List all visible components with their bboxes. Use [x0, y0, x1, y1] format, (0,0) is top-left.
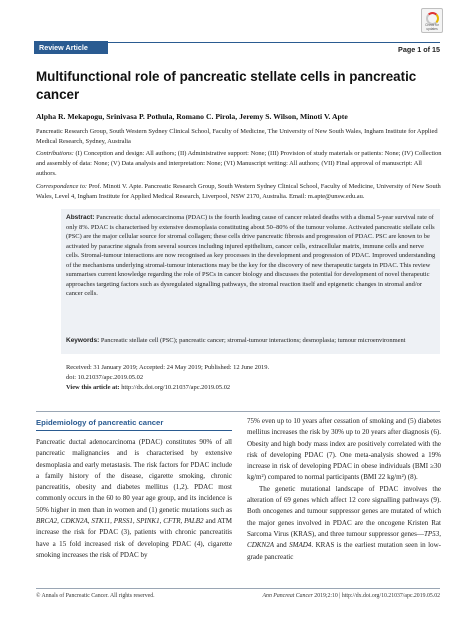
section-heading: Epidemiology of pancreatic cancer: [36, 418, 164, 427]
body-text: The genetic mutational landscape of PDAC involves the alteration of 69 genes which affect 12 core signalling pathways (9). Both oncogenes and tumour suppressor genes are mutated of which the major genes involved in PDAC are the oncogene Kristen Rat Sarcoma Virus (KRAS), and three tumour suppressor genes—: [247, 484, 441, 538]
body-text: and: [274, 541, 290, 550]
received-dates: Received: 31 January 2019; Accepted: 24 May 2019; Published: 12 June 2019.: [66, 364, 270, 371]
body-text: . KRAS is the earliest mutation seen in low-grade pancreatic: [247, 541, 442, 561]
view-article-line: [66, 383, 440, 393]
article-dates: [66, 363, 440, 393]
footer-copyright: © Annals of Pancreatic Cancer. All rights reserved.: [36, 593, 155, 599]
article-title: Multifunctional role of pancreatic stellate cells in pancreatic cancer: [36, 69, 417, 102]
section-rule: [36, 430, 232, 431]
gene-list: BRCA2, CDKN2A, STK11, PRSS1, SPINK1, CFTR, PALB2: [36, 517, 204, 526]
view-article-label: View this article at:: [66, 383, 120, 391]
footer-citation-text: 2019;2:10 | http://dx.doi.org/10.21037/apc.2019.05.02: [312, 593, 440, 599]
abstract-divider: [36, 411, 440, 412]
keywords-label: Keywords:: [66, 337, 100, 344]
contributions: [36, 149, 444, 180]
body-column-left: [36, 437, 232, 561]
footer-rule: [36, 588, 440, 589]
body-text: and ATM increase the risk for PDAC (3), patients with chronic pancreatitis have a 15 fold increased risk of developing PDAC (4), cigarette smoking increases the risk of PDAC by: [36, 517, 233, 559]
body-column-right: [247, 416, 441, 563]
correspondence-text: Prof. Minoti V. Apte. Pancreatic Research Group, South Western Sydney Clinical School, Faculty of Medicine, University of New South Wales, Level 4, Ingham Institute for Applied Medical Research, Liverpool, NSW 2170, Australia. Email: m.apte@unsw.edu.au.: [36, 183, 441, 201]
correspondence: [36, 182, 444, 202]
contributions-label: Contributions:: [36, 150, 74, 157]
body-text: Pancreatic ductal adenocarcinoma (PDAC) constitutes 90% of all pancreatic malignancies and is characterised by extensive desmoplasia and early metastasis. The risk factors for PDAC include a family history of the disease, cigarette smoking, chronic pancreatitis, obesity and diabetes mellitus (1,2). PDAC most commonly occurs in the 60 to 80 year age group, and its incidence is 50% higher in men than in women and (1) genetic mutations such as: [36, 438, 232, 514]
correspondence-label: Correspondence to:: [36, 183, 88, 190]
badge-caption: Check for updates: [425, 23, 439, 31]
author-list: Alpha R. Mekapogu, Srinivasa P. Pothula, Romano C. Pirola, Jeremy S. Wilson, Minoti V. Apte: [36, 112, 348, 121]
keywords-text: Pancreatic stellate cell (PSC); pancreatic cancer; stromal-tumour interactions; desmoplasia; tumour microenvironment: [99, 337, 406, 344]
body-paragraph: 75% even up to 10 years after cessation of smoking and (5) diabetes mellitus increases the risk by 30% up to 20 years after diagnosis (6). Obesity and high body mass index are positively correlated with the risk of developing PDAC (7). One meta-analysis showed a 19% increase in risk of developing PDAC in obese individuals (BMI ≥30 kg/m²) compared to normal participants (BMI 22 kg/m²) (8).: [247, 417, 441, 482]
body-paragraph: [36, 437, 232, 561]
gene-name: TP53, CDKN2A: [247, 529, 441, 550]
body-paragraph: [247, 484, 441, 563]
contributions-text: (I) Conception and design: All authors; (II) Administrative support: None; (III) Provision of study materials or patients: None; (IV) Collection and assembly of data: None; (V) Data analysis and interpretation: None; (VI) Manuscript writing: All authors; (VII) Final approval of manuscript: All authors.: [36, 150, 442, 178]
gene-name: SMAD4: [289, 541, 312, 550]
affiliation: Pancreatic Research Group, South Western Sydney Clinical School, Faculty of Medicine, The University of New South Wales, Ingham Institute for Applied Medical Research, Sydney, Australia: [36, 128, 438, 146]
footer-journal: Ann Pancreat Cancer: [262, 593, 313, 599]
abstract-label: Abstract:: [66, 214, 95, 221]
keywords: [66, 336, 437, 346]
doi-text[interactable]: doi: 10.21037/apc.2019.05.02: [66, 373, 144, 381]
article-category-tag: Review Article: [34, 41, 108, 54]
abstract: [66, 213, 437, 299]
page-number: Page 1 of 15: [398, 45, 440, 54]
check-for-updates-badge[interactable]: [421, 8, 443, 33]
abstract-text: Pancreatic ductal adenocarcinoma (PDAC) is the fourth leading cause of cancer related deaths with a dismal 5-year survival rate of only 8%. PDAC is characterised by extensive desmoplasia constituting about 50–80% of the tumour volume. Activated pancreatic stellate cells (PSC) are the major cellular source for stromal collagen; these cells drive pancreatic fibrosis and progression of PDAC. PSC are known to be activated by paracrine signals from several sources including injured epithelium, cancer cells, extracellular matrix, immune cells and nerve cells. Stromal-tumour interactions are now recognised as key processes in the development and progression of PDAC. Improved understanding of the mechanisms underlying stromal-tumour interactions may be the key for the discovery of new therapeutic targets in PDAC. This review summarises current knowledge regarding the role of PSCs in cancer biology and discusses the potential for development of novel therapeutic approaches targeting factors such as dysregulated signalling pathways, the stromal reaction itself and epigenetic changes in stromal and/or cancer cells.: [66, 214, 436, 298]
footer-citation: [263, 593, 440, 599]
view-article-link[interactable]: http://dx.doi.org/10.21037/apc.2019.05.02: [119, 383, 231, 391]
